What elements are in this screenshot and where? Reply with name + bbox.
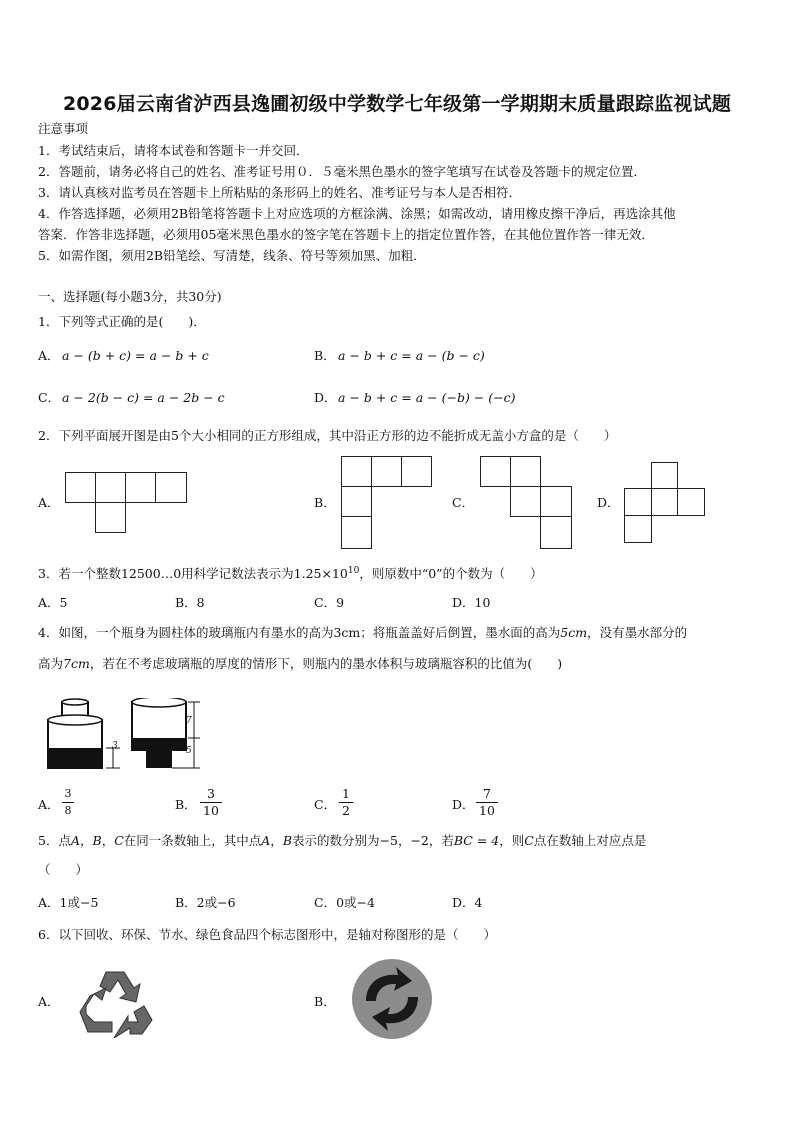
figure-label: 3 [112,741,118,751]
bottle-figure [40,698,200,772]
notice-item: 5．如需作图，须用2B铅笔绘、写清楚，线条、符号等须加黑、加粗． [38,248,426,263]
option-label: C． [38,390,61,405]
figure-label: 7 [186,716,192,726]
option-expression: a − b + c = a − (−b) − (−c) [338,390,516,405]
option-c: C．0或−4 [314,895,375,910]
fraction-c [339,787,353,818]
question-stem-cont [38,656,562,672]
denominator: 10 [479,803,495,818]
stem-text: ，若在不考虑玻璃瓶的厚度的情形下，则瓶内的墨水体积与玻璃瓶容积的比值为( ) [89,656,563,671]
numerator: 3 [207,786,215,801]
notice-item: 1．考试结束后，请将本试卷和答题卡一并交回． [38,143,309,158]
option-expression: a − (b + c) = a − b + c [62,348,209,363]
stem-text: 点在数轴上对应点是 [533,833,647,848]
option-label: D． [314,390,337,405]
stem-text: ，则 [499,833,525,848]
point-var: C [114,833,124,848]
stem-text: ， [101,833,115,848]
numerator: 7 [483,786,491,801]
height-value: 5cm [560,625,588,640]
option-label: B． [314,348,336,363]
option-label: A． [38,495,60,510]
option-label: A． [38,994,60,1009]
stem-text: 高为 [38,656,64,671]
point-var: A [70,833,80,848]
point-var: C [524,833,534,848]
stem-text: 在同一条数轴上，其中点 [123,833,262,848]
section-heading: 一、选择题(每小题3分，共30分) [38,289,222,304]
exponent: 10 [347,566,360,576]
notice-heading: 注意事项 [38,121,89,136]
stem-text: 5．点 [38,833,71,848]
point-var: B [92,833,102,848]
option-expression: a − b + c = a − (b − c) [338,348,485,363]
option-d: D．10 [452,595,491,610]
question-stem [38,563,543,582]
fraction-b [200,787,222,818]
stem-text: 表示的数分别为−5，−2，若 [292,833,454,848]
option-label: C． [314,797,337,812]
sci-notation: 1.25×10 [293,566,348,582]
page-title: 2026届云南省泸西县逸圃初级中学数学七年级第一学期期末质量跟踪监视试题 [62,93,732,115]
stem-text: 3．若一个整数12500…0用科学记数法表示为 [38,566,294,582]
option-expression: a − 2(b − c) = a − 2b − c [62,390,225,405]
option-label: A． [38,348,60,363]
stem-text: ， [79,833,93,848]
denominator: 8 [64,804,72,817]
point-var: B [282,833,293,848]
denominator: 2 [342,803,350,818]
question-stem [38,625,687,641]
stem-text: 4．如图，一个瓶身为圆柱体的玻璃瓶内有墨水的高为3cm；将瓶盖盖好后倒置，墨水面的高为 [38,625,561,640]
option-b: B．2或−6 [175,895,236,910]
question-stem: 2．下列平面展开图是由5个大小相同的正方形组成，其中沿正方形的边不能折成无盖小方盒的是（ ） [38,428,617,443]
option-label: B． [175,797,197,812]
option-d: D．4 [452,895,483,910]
option-c: C．9 [314,595,345,610]
green-circle-arrows-icon [350,957,434,1041]
option-label: B． [314,994,336,1009]
option-label: A． [38,797,60,812]
question-stem: 6．以下回收、环保、节水、绿色食品四个标志图形中，是轴对称图形的是（ ） [38,927,496,942]
option-a: A．5 [38,595,68,610]
numerator: 1 [342,786,350,801]
question-stem [38,833,646,849]
option-b: B．8 [175,595,205,610]
option-label: D． [452,797,475,812]
fraction-a [62,787,74,818]
question-stem: 1．下列等式正确的是( )． [38,314,206,329]
recycle-symbol-icon [76,966,156,1038]
notice-item: 2．答题前，请务必将自己的姓名、准考证号用０．５毫米黑色墨水的签字笔填写在试卷及答题卡的规定位置． [38,164,646,179]
height-value: 7cm [63,656,90,671]
stem-text: ， [270,833,283,848]
option-label: C． [452,495,475,510]
stem-text: ，则原数中“0”的个数为（ ） [359,566,543,582]
notice-item: 3．请认真核对监考员在答题卡上所粘贴的条形码上的姓名、准考证号与本人是否相符． [38,185,521,200]
numerator: 3 [64,787,72,800]
denominator: 10 [203,803,219,818]
stem-text: ，没有墨水部分的 [587,625,688,640]
equation: BC = 4 [453,833,500,848]
point-var: A [261,833,271,848]
fraction-d [476,787,498,818]
notice-item: 答案．作答非选择题，必须用05毫米黑色墨水的签字笔在答题卡上的指定位置作答，在其他位置作答一律无效． [38,227,654,242]
option-a: A．1或−5 [38,895,99,910]
option-label: D． [597,495,620,510]
option-label: B． [314,495,336,510]
figure-label: 5 [186,746,192,756]
answer-bracket: （ ） [38,862,89,877]
notice-item: 4．作答选择题，必须用2B铅笔将答题卡上对应选项的方框涂满、涂黑；如需改动，请用橡皮擦干净后，再选涂其他 [38,206,676,221]
